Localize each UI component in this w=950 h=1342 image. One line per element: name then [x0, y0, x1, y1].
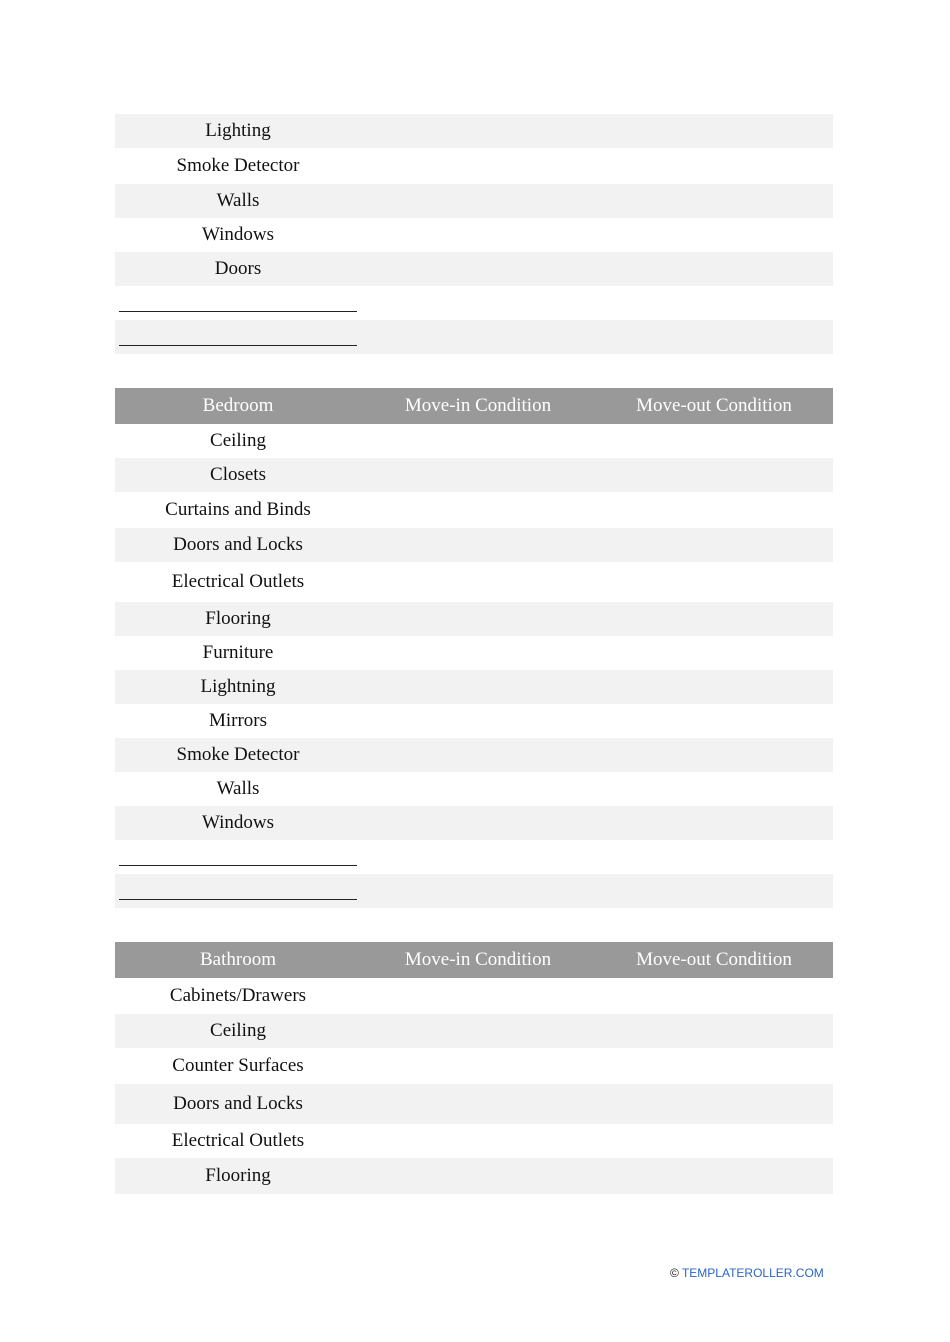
- move-in-heading: Move-in Condition: [404, 949, 552, 970]
- table-row: [115, 114, 833, 148]
- item-label: Furniture: [202, 642, 274, 663]
- table-row: [115, 636, 833, 670]
- table-row: [115, 252, 833, 286]
- item-label: Smoke Detector: [176, 155, 300, 176]
- move-in-heading: Move-in Condition: [404, 395, 552, 416]
- blank-row: [115, 320, 833, 354]
- item-label: Ceiling: [210, 1020, 266, 1041]
- table-header: [115, 388, 833, 424]
- item-label: Ceiling: [210, 430, 266, 451]
- item-label: Flooring: [205, 1165, 271, 1186]
- table-row: [115, 458, 833, 492]
- item-label: Walls: [216, 778, 260, 799]
- table-row: [115, 492, 833, 528]
- item-label: Doors and Locks: [173, 534, 303, 555]
- table-row: [115, 1014, 833, 1048]
- table-row: [115, 218, 833, 252]
- item-label: Counter Surfaces: [172, 1055, 304, 1076]
- table-row: [115, 978, 833, 1014]
- item-label: Walls: [216, 190, 260, 211]
- blank-item-line[interactable]: [119, 295, 357, 312]
- item-label: Doors and Locks: [173, 1093, 303, 1114]
- table-row: [115, 772, 833, 806]
- item-label: Lighting: [205, 120, 271, 141]
- table-row: [115, 738, 833, 772]
- table-row: [115, 562, 833, 602]
- item-label: Windows: [201, 812, 275, 833]
- table-row: [115, 806, 833, 840]
- table-row: [115, 184, 833, 218]
- blank-item-line[interactable]: [119, 329, 357, 346]
- inspection-checklist: [115, 114, 833, 1194]
- room-heading: Bedroom: [202, 395, 274, 416]
- copyright-symbol: ©: [670, 1266, 679, 1280]
- item-label: Electrical Outlets: [171, 1130, 305, 1151]
- item-label: Closets: [210, 464, 266, 485]
- section-spacer: [115, 908, 833, 942]
- section-bedroom: [115, 388, 833, 908]
- item-label: Mirrors: [208, 710, 268, 731]
- table-row: [115, 424, 833, 458]
- table-row: [115, 528, 833, 562]
- blank-item-line[interactable]: [119, 883, 357, 900]
- blank-item-line[interactable]: [119, 849, 357, 866]
- table-header: [115, 942, 833, 978]
- table-row: [115, 704, 833, 738]
- move-out-heading: Move-out Condition: [636, 949, 792, 970]
- item-label: Cabinets/Drawers: [169, 985, 307, 1006]
- section-bathroom: [115, 942, 833, 1194]
- table-row: [115, 1124, 833, 1158]
- item-label: Electrical Outlets: [171, 571, 305, 592]
- footer-brand-link[interactable]: TEMPLATEROLLER.COM: [681, 1266, 824, 1280]
- move-out-heading: Move-out Condition: [636, 395, 792, 416]
- item-label: Flooring: [205, 608, 271, 629]
- item-label: Smoke Detector: [176, 744, 300, 765]
- table-row: [115, 1084, 833, 1124]
- item-label: Curtains and Binds: [165, 499, 311, 520]
- item-label: Lightning: [200, 676, 276, 697]
- section-top: [115, 114, 833, 354]
- section-spacer: [115, 354, 833, 388]
- table-row: [115, 1048, 833, 1084]
- table-row: [115, 148, 833, 184]
- blank-row: [115, 286, 833, 320]
- item-label: Doors: [214, 258, 262, 279]
- footer-credit: [670, 1266, 824, 1280]
- item-label: Windows: [201, 224, 275, 245]
- table-row: [115, 670, 833, 704]
- blank-row: [115, 840, 833, 874]
- table-row: [115, 1158, 833, 1194]
- room-heading: Bathroom: [200, 949, 276, 970]
- table-row: [115, 602, 833, 636]
- blank-row: [115, 874, 833, 908]
